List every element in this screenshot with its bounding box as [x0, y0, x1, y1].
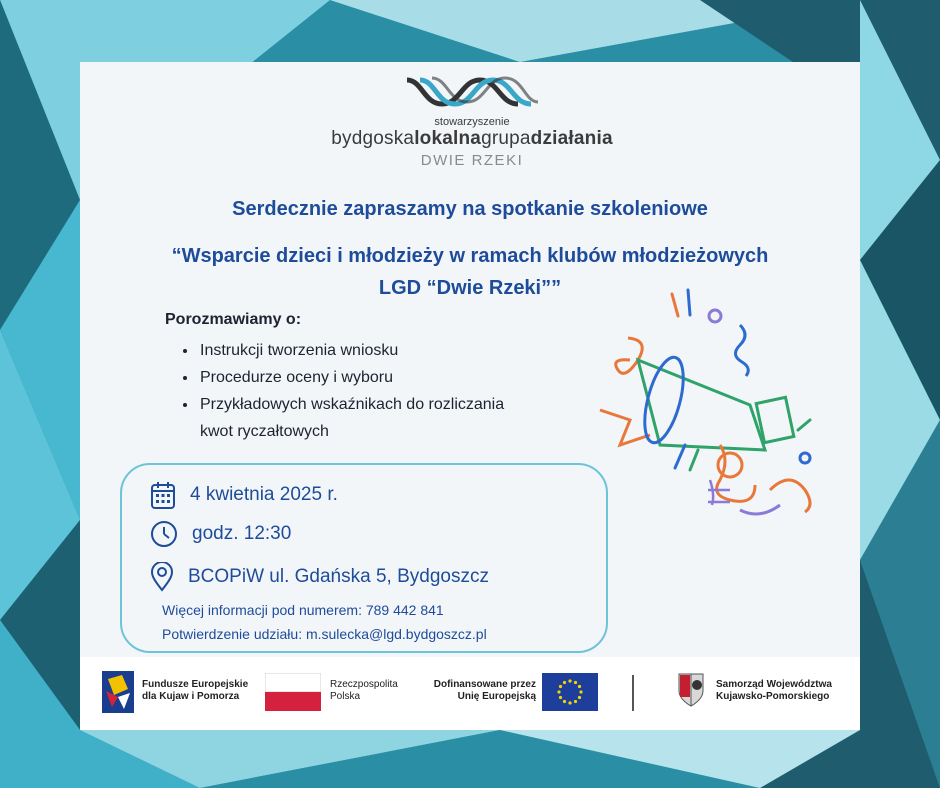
topic-item: • Przykładowych wskaźnikach do rozliczania kwot ryczałtowych — [198, 391, 518, 445]
footer-text: dla Kujaw i Pomorza — [142, 691, 240, 702]
polish-flag-icon — [265, 673, 321, 711]
calendar-icon — [150, 480, 176, 510]
rp-logo-text — [330, 679, 398, 703]
logo-name-part: lokalna — [414, 128, 482, 149]
sw-logo-text — [716, 679, 832, 703]
coat-of-arms-icon — [678, 673, 704, 707]
clock-icon — [150, 520, 178, 548]
location-pin-icon — [150, 562, 174, 592]
event-date: 4 kwietnia 2025 r. — [190, 484, 338, 505]
footer-text: Rzeczpospolita — [330, 679, 398, 690]
event-time-row — [150, 520, 291, 548]
waves-logo-icon — [402, 72, 542, 112]
logo-name — [322, 128, 622, 150]
logo-small-text: stowarzyszenie — [434, 116, 510, 128]
event-location: BCOPiW ul. Gdańska 5, Bydgoszcz — [188, 566, 489, 587]
event-title-line: “Wsparcie dzieci i młodzieży w ramach klubów młodzieżowych — [171, 245, 769, 267]
footer-text: Unię Europejską — [457, 691, 536, 702]
logo-name-part: grupa — [481, 128, 531, 149]
fundusze-europejskie-logo-icon — [102, 671, 134, 713]
footer-logos — [80, 657, 860, 730]
event-location-row — [150, 562, 489, 592]
eu-flag-icon — [542, 673, 598, 711]
topic-item: • Instrukcji tworzenia wniosku — [198, 337, 518, 364]
event-date-row — [150, 480, 338, 510]
lgd-logo — [322, 72, 622, 169]
logo-name-part: bydgoska — [331, 128, 415, 149]
footer-text: Dofinansowane przez — [433, 679, 536, 690]
footer-text: Fundusze Europejskie — [142, 679, 249, 690]
logo-name-part: działania — [530, 128, 613, 149]
topic-item: • Procedurze oceny i wyboru — [198, 364, 518, 391]
topics-list — [180, 337, 518, 445]
footer-text: Samorząd Województwa — [716, 679, 832, 690]
page-heading: Serdecznie zapraszamy na spotkanie szkoleniowe — [232, 198, 708, 220]
topics-title: Porozmawiamy o: — [165, 311, 302, 328]
footer-divider — [632, 675, 634, 711]
email-info: Potwierdzenie udziału: m.sulecka@lgd.bydgoszcz.pl — [162, 626, 487, 642]
fe-logo-text — [142, 679, 248, 703]
footer-text: Polska — [330, 691, 361, 702]
event-title-line: LGD “Dwie Rzeki”” — [378, 277, 562, 299]
phone-info: Więcej informacji pod numerem: 789 442 841 — [162, 602, 444, 618]
eu-logo-text — [426, 679, 536, 703]
footer-text: Kujawsko-Pomorskiego — [716, 691, 830, 702]
event-time: godz. 12:30 — [192, 523, 292, 544]
megaphone-icon — [590, 280, 830, 540]
logo-subtitle: DWIE RZEKI — [420, 152, 524, 169]
